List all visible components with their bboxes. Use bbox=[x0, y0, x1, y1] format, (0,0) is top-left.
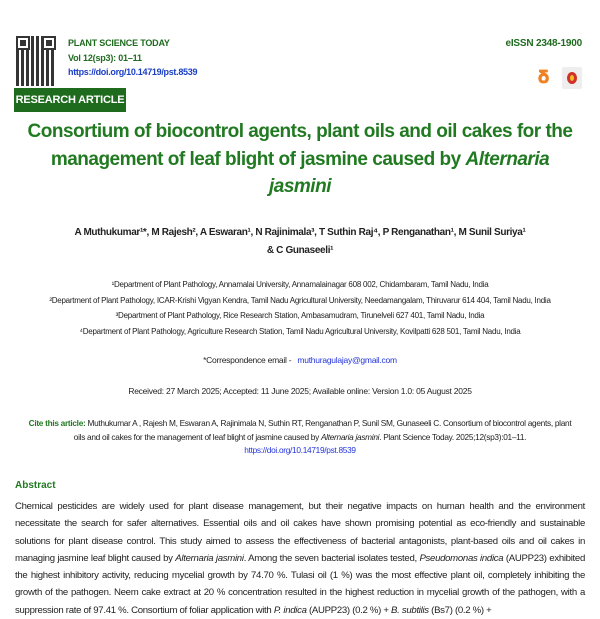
correspondence-label: *Correspondence email - bbox=[203, 355, 292, 365]
t: P. indica bbox=[273, 604, 307, 616]
doi-link[interactable]: https://doi.org/10.14719/pst.8539 bbox=[68, 67, 198, 77]
cite-text: Muthukumar A , Rajesh M, Eswaran A, Rajinimala N, Suthin RT, Renganathan P, Sunil SM, Gunaseeli C. Consortium of biocontrol agents, plant oils and oil cakes for the management of leaf blight of jasmine caused by bbox=[73, 418, 572, 442]
t: (Bs7) (0.2 %) + bbox=[428, 604, 492, 616]
issn: eISSN 2348-1900 bbox=[505, 38, 582, 49]
t: Pseudomonas indica bbox=[419, 552, 504, 564]
affiliations bbox=[0, 277, 600, 339]
cite-italic: Alternaria jasmini bbox=[320, 431, 380, 442]
t: . Among the seven bacterial isolates tested, bbox=[243, 552, 420, 564]
correspondence bbox=[0, 355, 600, 365]
paper-title bbox=[20, 118, 580, 201]
t: Chemical pesticides are widely used for plant disease management, but their negative impacts on human health and the environment necessitate the search for safer alternatives. Essential oils and oil cakes have shown promising potential as eco-friendly and sustainable solutions for plant disease control. This study aimed to assess the effectiveness of bacterial antagonists, plant-based oils and oil cakes in managing jasmine leaf blight caused by bbox=[15, 501, 585, 564]
t: (AUPP23) exhibited the highest inhibitory activity, reducing mycelial growth by 74.70 %. Tulasi oil (1 %) was the most effective plant oil, completely inhibiting the growth of the pathogen. Neem cake extract at 20 % concentration resulted in the highest reduction in mycelial growth of the pathogen, with a suppression rate of 97.41 %. Consortium of foliar application with bbox=[15, 552, 585, 616]
t: B. subtilis bbox=[391, 604, 429, 616]
open-access-icon: 𝛅 bbox=[538, 67, 550, 87]
authors bbox=[20, 224, 580, 260]
t: (AUPP23) (0.2 %) + bbox=[306, 604, 392, 616]
cite-text: . Plant Science Today. 2025;12(sp3):01–11. bbox=[379, 431, 527, 442]
title-italic: Alternaria jasmini bbox=[269, 148, 550, 197]
title-text: Consortium of biocontrol agents, plant oils and oil cakes for the management of leaf blight of jasmine caused by bbox=[27, 121, 573, 170]
qr-code bbox=[16, 36, 56, 86]
affiliation: ⁴Department of Plant Pathology, Agriculture Research Station, Tamil Nadu Agricultural University, Kovilpatti 628 501, Tamil Nadu, India bbox=[79, 326, 521, 336]
dates: Received: 27 March 2025; Accepted: 11 June 2025; Available online: Version 1.0: 05 August 2025 bbox=[128, 386, 472, 396]
t: Alternaria jasmini bbox=[175, 552, 244, 564]
authors-line: & C Gunaseeli¹ bbox=[266, 245, 334, 256]
authors-line: A Muthukumar¹*, M Rajesh², A Eswaran¹, N Rajinimala³, T Suthin Raj⁴, P Renganathan¹, M Sunil Suriya¹ bbox=[74, 227, 526, 238]
crossmark-icon[interactable] bbox=[562, 67, 582, 89]
journal-name: PLANT SCIENCE TODAY bbox=[68, 38, 170, 48]
article-type-badge: RESEARCH ARTICLE bbox=[14, 88, 126, 112]
abstract-text bbox=[15, 498, 585, 619]
affiliation: ¹Department of Plant Pathology, Annamalai University, Annamalainagar 608 002, Chidambaram, Tamil Nadu, India bbox=[111, 280, 489, 289]
citation bbox=[26, 417, 574, 458]
cite-doi-link[interactable]: https://doi.org/10.14719/pst.8539 bbox=[244, 445, 356, 455]
affiliation: ²Department of Plant Pathology, ICAR-Krishi Vigyan Kendra, Tamil Nadu Agricultural University, Needamangalam, Thiruvarur 614 404, Tamil Nadu, India bbox=[49, 295, 551, 305]
affiliation: ³Department of Plant Pathology, Rice Research Station, Ambasamudram, Tirunelveli 627 401, Tamil Nadu, India bbox=[115, 311, 485, 320]
email-link[interactable]: muthuragulajay@gmail.com bbox=[297, 355, 397, 365]
abstract-heading: Abstract bbox=[15, 480, 56, 491]
volume: Vol 12(sp3): 01–11 bbox=[68, 53, 142, 63]
cite-label: Cite this article: bbox=[28, 418, 86, 428]
